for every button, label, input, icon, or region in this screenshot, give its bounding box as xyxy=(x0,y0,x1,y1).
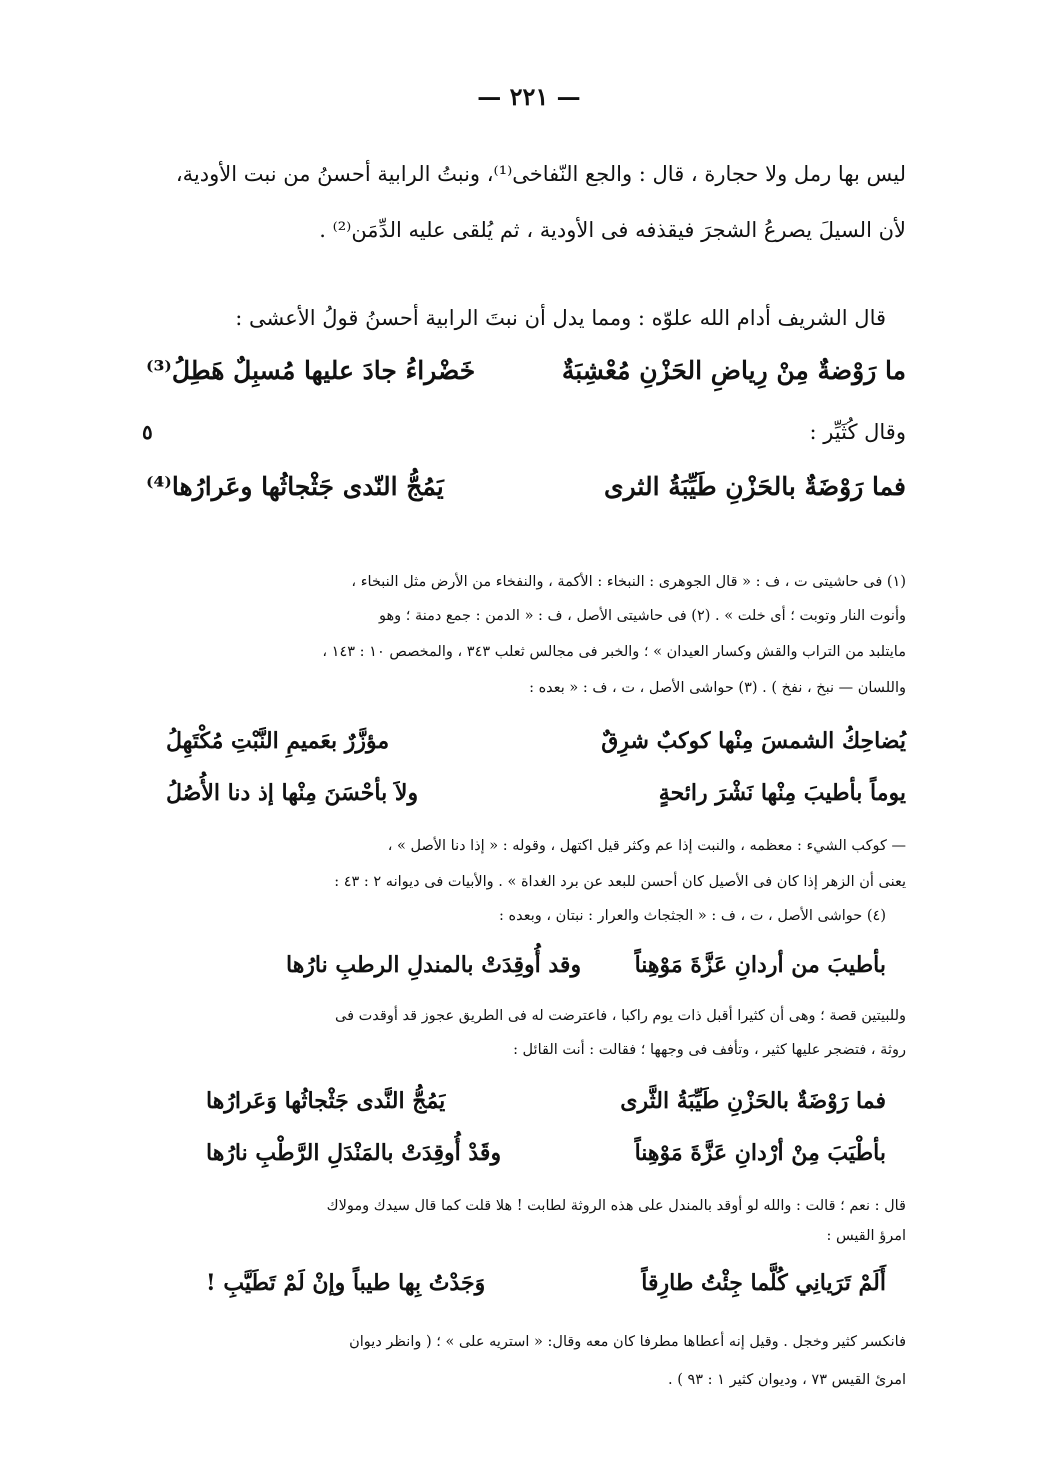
verse-intro: وقال كُثَيِّر : xyxy=(809,420,906,444)
verse-hemistich-left: خَضْراءُ جادَ عليها مُسبِلٌ هَطِلُ⁽³⁾ xyxy=(146,356,476,385)
verse-hemistich-right: ما رَوْضةٌ مِنْ رِياضِ الحَزْنِ مُعْشِبَةٌ xyxy=(561,356,906,385)
footnote-line: وللبيتين قصة ؛ وهى أن كثيرا أقبل ذات يوم راكبا ، فاعترضت له فى الطريق عجوز قد أوقدت فى xyxy=(335,1008,906,1024)
footnote-verse xyxy=(206,1088,886,1124)
verse-hemistich-right: بأطيبَ من أردانِ عَزَّةَ مَوْهِناً xyxy=(634,952,886,978)
verse-hemistich-right: بأطْيَبَ مِنْ أرْدانِ عَزَّةَ مَوْهِناً xyxy=(634,1140,886,1166)
footnote-verse xyxy=(166,780,906,816)
verse-hemistich-right: يُضاحِكُ الشمسَ مِنْها كوكبٌ شرِقٌ xyxy=(601,728,906,754)
verse-hemistich-left: ولاَ بأحْسَنَ مِنْها إذ دنا الأُصُلُ xyxy=(166,780,419,806)
line-number-marker: ٥ xyxy=(142,420,153,444)
footnote-line: يعنى أن الزهر إذا كان فى الأصيل كان أحسن للبعد عن برد الغداة » . والأبيات فى ديوانه ٢ : ٤٣ : xyxy=(334,874,906,890)
verse-hemistich-right: فما رَوْضَةٌ بالحَزْنِ طَيِّبَةُ الثرى xyxy=(604,472,906,501)
footnote-line: (١) فى حاشيتى ت ، ف : « قال الجوهرى : النبخاء : الأكمة ، والنفخاء من الأرض مثل النبخاء ، xyxy=(351,574,906,590)
verse-hemistich-right: يوماً بأطيبَ مِنْها نَشْرَ رائحةٍ xyxy=(658,780,906,806)
footnote-verse xyxy=(206,1140,886,1176)
footnote-line: روثة ، فتضجر عليها كثير ، وتأفف فى وجهها ؛ فقالت : أنت القائل : xyxy=(513,1042,906,1058)
page-number: — ٢٢١ — xyxy=(477,82,581,111)
footnote-line: وأنوت النار وتوبت ؛ أى خلت » . (٢) فى حاشيتى الأصل ، ف : « الدمن : جمع دمنة ؛ وهو xyxy=(378,608,906,624)
verse xyxy=(146,472,906,512)
verse-hemistich-left: يَمُجُّ النّدى جَثْجاثُها وعَرارُها⁽⁴⁾ xyxy=(146,472,444,501)
body-line: لأن السيلَ يصرعُ الشجرَ فيقذفه فى الأودية ، ثم يُلقى عليه الدِّمَن⁽²⁾ . xyxy=(319,218,906,242)
verse-hemistich-right: فما رَوْضَةٌ بالحَزْنِ طَيِّبَةُ الثَّرى xyxy=(620,1088,886,1114)
footnote-verse xyxy=(166,728,906,764)
footnote-line: فانكسر كثير وخجل . وقيل إنه أعطاها مطرفا كان معه وقال: « استريه على » ؛ ( وانظر ديوان xyxy=(349,1334,906,1350)
verse-hemistich-left: وَجَدْتُ بِها طيباً وإنْ لَمْ تَطَيَّبِ ! xyxy=(206,1270,486,1296)
body-paragraph: قال الشريف أدام الله علوّه : ومما يدل أن نبتَ الرابية أحسنُ قولُ الأعشى : xyxy=(235,306,886,330)
footnote-line: واللسان — نبخ ، نفخ ) . (٣) حواشى الأصل ، ت ، ف : « بعده : xyxy=(529,680,906,696)
footnote-line: (٤) حواشى الأصل ، ت ، ف : « الجثجاث والعرار : نبتان ، وبعده : xyxy=(499,908,886,924)
verse-hemistich-left: مؤزَّرٌ بعَميمِ النَّبْتِ مُكْتَهِلُ xyxy=(166,728,390,754)
footnote-verse xyxy=(206,1270,886,1306)
footnote-line: قال : نعم ؛ قالت : والله لو أوقد بالمندل على هذه الروثة لطابت ! هلا قلت كما قال سيدك ومولاك xyxy=(326,1198,906,1214)
verse-hemistich-left: يَمُجُّ النَّدى جَثْجاثُها وَعَرارُها xyxy=(206,1088,446,1114)
footnote-line: امرئ القيس ٧٣ ، وديوان كثير ١ : ٩٣ ) . xyxy=(668,1372,906,1388)
verse xyxy=(146,356,906,396)
verse-hemistich-left: وقد أُوقِدَتْ بالمندلِ الرطبِ نارُها xyxy=(286,952,582,978)
footnote-line: مايتلبد من التراب والقش وكسار العيدان » ؛ والخبر فى مجالس ثعلب ٣٤٣ ، والمخصص ١٠ : ١٤٣ ، xyxy=(322,644,906,660)
verse-hemistich-right: أَلَمْ تَرَيانِي كُلَّما جِئْتُ طارِقاً xyxy=(641,1270,886,1296)
footnote-verse xyxy=(286,952,886,988)
footnote-line: — كوكب الشيء : معظمه ، والنبت إذا عم وكثر قيل اكتهل ، وقوله : « إذا دنا الأصل » ، xyxy=(387,838,906,854)
verse-hemistich-left: وقَدْ أُوقِدَتْ بالمَنْدَلِ الرَّطْبِ نارُها xyxy=(206,1140,502,1166)
footnote-line: امرؤ القيس : xyxy=(826,1228,906,1244)
body-line: ليس بها رمل ولا حجارة ، قال : والجع النّفاخى⁽¹⁾، ونبتُ الرابية أحسنُ من نبت الأودية، xyxy=(175,162,906,186)
